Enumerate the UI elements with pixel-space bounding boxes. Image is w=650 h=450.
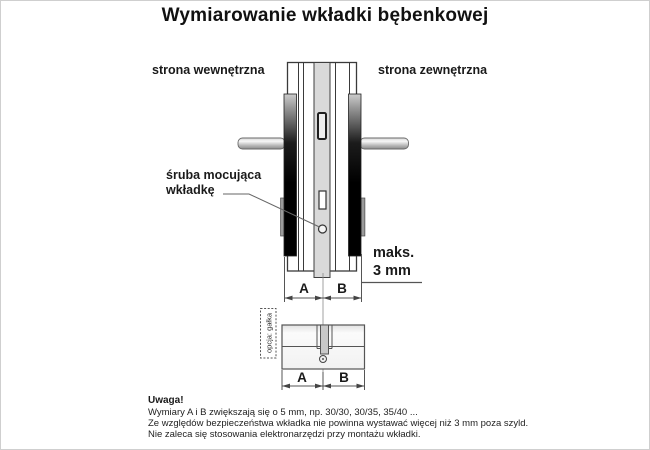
page-title: Wymiarowanie wkładki bębenkowej xyxy=(161,5,489,26)
note-line-1: Wymiary A i B zwiększają się o 5 mm, np. 30/30, 30/35, 35/40 ... xyxy=(148,407,418,418)
label-fixing-screw-line2: wkładkę xyxy=(166,183,215,197)
dim-b-lower: B xyxy=(339,370,349,385)
note-line-3: Nie zaleca się stosowania elektronarzędzi przy montażu wkładki. xyxy=(148,428,421,440)
keyway-slot-upper xyxy=(318,113,326,139)
spindle-rod-left xyxy=(238,138,285,149)
notes-block xyxy=(148,395,608,441)
lock-dimensioning-drawing xyxy=(1,1,649,449)
fixing-screw xyxy=(319,225,327,233)
label-outer-side: strona zewnętrzna xyxy=(378,63,488,77)
label-max-line2: 3 mm xyxy=(373,262,411,279)
label-fixing-screw xyxy=(166,168,261,198)
shield-outer xyxy=(349,94,362,256)
cam-slot xyxy=(321,325,329,354)
keyway-slot-lower xyxy=(319,191,326,209)
label-knob-option: opcja: gałka xyxy=(264,312,273,354)
label-max-line1: maks. xyxy=(373,245,415,261)
mount-tab-right xyxy=(361,198,365,236)
notes-heading: Uwaga! xyxy=(148,395,184,406)
note-line-2: Ze względów bezpieczeństwa wkładka nie powinna wystawać więcej niż 3 mm poza szyld. xyxy=(148,417,529,429)
dim-a-upper: A xyxy=(299,281,309,296)
label-fixing-screw-line1: śruba mocująca xyxy=(166,168,262,182)
cylinder-channel xyxy=(314,63,330,278)
label-inner-side: strona wewnętrzna xyxy=(152,63,265,77)
shield-inner xyxy=(284,94,297,256)
label-max-protrusion xyxy=(373,245,414,280)
dim-b-upper: B xyxy=(337,281,347,296)
spindle-rod-right xyxy=(360,138,409,149)
dim-a-lower: A xyxy=(297,370,307,385)
cylinder-side-view xyxy=(261,309,365,370)
